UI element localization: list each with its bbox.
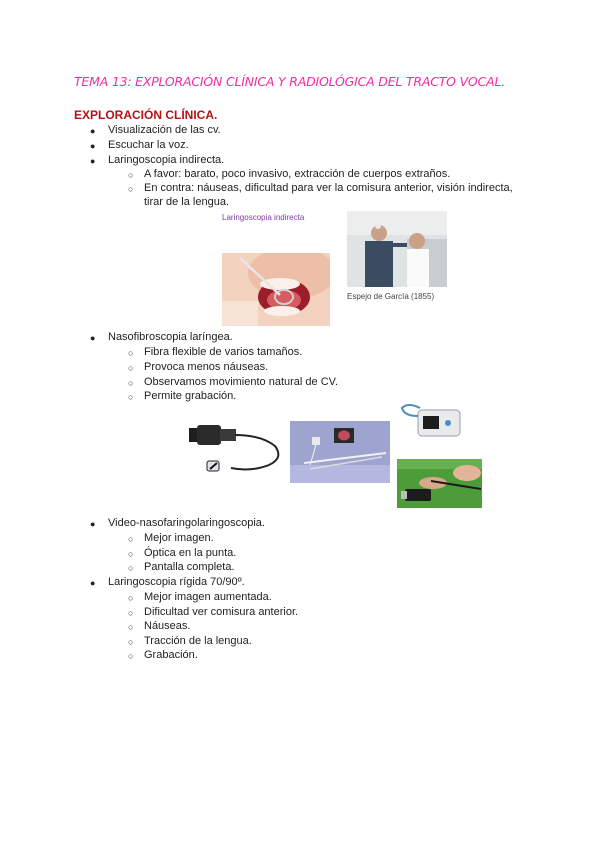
list-subitem-continuation: tirar de la lengua. [144,196,229,208]
sub-bullet-marker: ○ [128,348,134,358]
list-subitem: En contra: náuseas, dificultad para ver la comisura anterior, visión indirecta, [144,182,513,194]
bullet-marker: ● [90,333,96,343]
sub-bullet-marker: ○ [128,622,134,632]
sub-bullet-marker: ○ [128,378,134,388]
list-subitem: Grabación. [144,649,198,661]
list-subitem: Mejor imagen aumentada. [144,591,272,603]
sub-bullet-marker: ○ [128,363,134,373]
list-subitem: Observamos movimiento natural de CV. [144,376,339,388]
list-item: Video-nasofaringolaringoscopia. [108,517,265,529]
sub-bullet-marker: ○ [128,549,134,559]
sub-bullet-marker: ○ [128,534,134,544]
list-subitem: Mejor imagen. [144,532,214,544]
list-subitem: Provoca menos náuseas. [144,361,269,373]
figure-caption: Espejo de García (1855) [347,292,435,301]
list-item: Visualización de las cv. [108,124,221,136]
list-subitem: Pantalla completa. [144,561,235,573]
bullet-marker: ● [90,126,96,136]
video-processor-unit-image [398,404,464,444]
list-subitem: Permite grabación. [144,390,237,402]
list-subitem: Náuseas. [144,620,191,632]
list-subitem: A favor: barato, poco invasivo, extracción de cuerpos extraños. [144,168,451,180]
sub-bullet-marker: ○ [128,184,134,194]
bullet-marker: ● [90,156,96,166]
section-heading: EXPLORACIÓN CLÍNICA. [74,108,218,122]
nasofibroscope-image [187,414,287,480]
list-item: Laringoscopia rígida 70/90º. [108,576,245,588]
sub-bullet-marker: ○ [128,637,134,647]
list-subitem: Tracción de la lengua. [144,635,252,647]
bullet-marker: ● [90,141,96,151]
mouth-exam-image [222,253,330,326]
garcia-mirror-photo [347,211,447,287]
page-title: TEMA 13: EXPLORACIÓN CLÍNICA Y RADIOLÓGICA DEL TRACTO VOCAL. [74,74,505,89]
rigid-endoscope-hand-image [397,459,482,508]
figure-caption: Laringoscopia indirecta [222,213,305,222]
sub-bullet-marker: ○ [128,170,134,180]
list-item: Nasofibroscopia laríngea. [108,331,233,343]
sub-bullet-marker: ○ [128,593,134,603]
list-subitem: Fibra flexible de varios tamaños. [144,346,303,358]
list-item: Escuchar la voz. [108,139,189,151]
list-subitem: Óptica en la punta. [144,547,237,559]
list-item: Laringoscopia indirecta. [108,154,225,166]
sub-bullet-marker: ○ [128,608,134,618]
video-larynx-monitor-image [290,421,390,483]
list-subitem: Dificultad ver comisura anterior. [144,606,299,618]
sub-bullet-marker: ○ [128,651,134,661]
bullet-marker: ● [90,578,96,588]
sub-bullet-marker: ○ [128,392,134,402]
sub-bullet-marker: ○ [128,563,134,573]
bullet-marker: ● [90,519,96,529]
